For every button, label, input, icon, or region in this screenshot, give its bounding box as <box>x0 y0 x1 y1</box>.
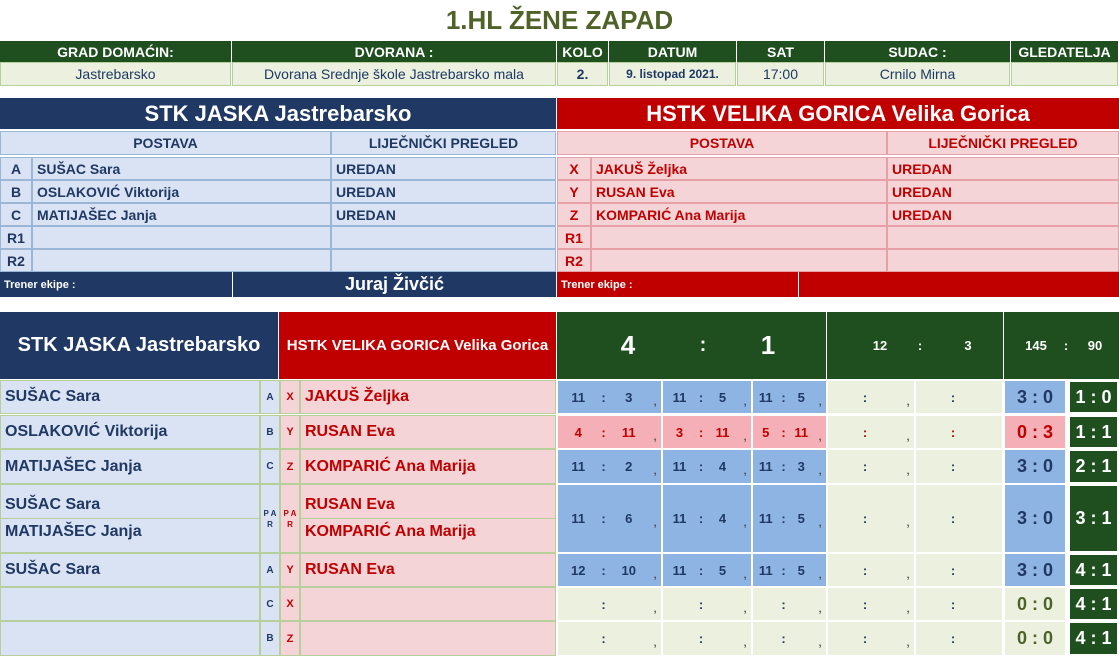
set-home-points <box>917 553 947 587</box>
game-home-player <box>0 621 260 656</box>
game-result: 0 : 0 <box>1004 587 1066 621</box>
game-home-code: C <box>260 449 280 484</box>
set-colon: : <box>950 459 956 474</box>
home-player-code: A <box>0 157 32 180</box>
set-home-points: 11 <box>758 389 773 405</box>
set-home-points <box>917 415 947 449</box>
game-home-code: A <box>260 380 280 414</box>
points-home: 145 <box>1025 338 1047 353</box>
set-colon: : <box>950 389 956 405</box>
set-colon: : <box>950 596 956 612</box>
sets-colon: : <box>917 338 923 353</box>
set-home-points <box>829 415 859 449</box>
home-pregled-header: LIJEČNIČKI PREGLED <box>331 131 556 155</box>
score-away: 1 <box>760 330 776 360</box>
set-home-points: 11 <box>672 389 687 405</box>
header-label: GRAD DOMAĆIN: <box>0 41 231 62</box>
set-home-points: 11 <box>758 562 773 578</box>
game-home-player-2: MATIJAŠEC Janja <box>0 519 260 554</box>
game-away-player: KOMPARIĆ Ana Marija <box>300 449 556 484</box>
set-separator: , <box>743 392 747 408</box>
away-player-name: JAKUŠ Željka <box>591 157 887 180</box>
header-value: 2. <box>557 62 608 86</box>
game-result: 0 : 3 <box>1004 415 1066 449</box>
set-separator: , <box>906 462 910 477</box>
set-separator: , <box>653 599 657 615</box>
set-away-points <box>790 621 814 656</box>
set-home-points: 4 <box>574 424 582 440</box>
game-away-player-2: KOMPARIĆ Ana Marija <box>300 519 556 554</box>
set-separator: , <box>743 427 747 443</box>
game-away-player: JAKUŠ Željka <box>300 380 556 414</box>
set-colon: : <box>950 511 956 526</box>
game-result: 3 : 0 <box>1004 380 1066 414</box>
set-colon: : <box>950 631 956 646</box>
set-away-points: 3 <box>625 389 633 405</box>
set-colon: : <box>781 511 786 526</box>
header-label: SAT <box>737 41 824 62</box>
set-home-points <box>754 587 778 621</box>
set-colon: : <box>698 562 704 578</box>
set-away-points <box>871 587 901 621</box>
away-player-code: Z <box>557 203 591 226</box>
away-player-status: UREDAN <box>887 157 1119 180</box>
set-separator: , <box>653 514 657 529</box>
set-colon: : <box>862 389 868 405</box>
set-home-points <box>829 621 859 656</box>
set-separator: , <box>818 599 822 615</box>
set-separator: , <box>653 462 657 477</box>
set-home-points: 11 <box>571 389 586 405</box>
set-colon: : <box>862 631 868 646</box>
game-home-player: SUŠAC Sara <box>0 484 260 519</box>
set-colon: : <box>862 562 868 578</box>
header-value: Crnilo Mirna <box>825 62 1010 86</box>
set-away-points: 3 <box>797 459 805 474</box>
set-separator: , <box>818 514 822 529</box>
set-separator: , <box>906 514 910 529</box>
home-player-status: UREDAN <box>331 203 556 226</box>
game-away-code: Z <box>280 621 300 656</box>
game-result: 0 : 0 <box>1004 621 1066 656</box>
set-away-points <box>959 484 989 553</box>
home-player-status: UREDAN <box>331 180 556 203</box>
game-home-code: C <box>260 587 280 621</box>
away-player-code: Y <box>557 180 591 203</box>
header-label: KOLO <box>557 41 608 62</box>
set-home-points: 5 <box>762 424 770 440</box>
set-colon: : <box>862 596 868 612</box>
results-away-team: HSTK VELIKA GORICA Velika Gorica <box>279 312 556 379</box>
game-away-player <box>300 621 556 656</box>
set-home-points: 11 <box>571 459 586 474</box>
set-away-points <box>707 587 738 621</box>
away-player-code: R1 <box>557 226 591 249</box>
set-away-points <box>959 587 989 621</box>
game-away-code: Y <box>280 553 300 587</box>
header-label: SUDAC : <box>825 41 1010 62</box>
set-colon: : <box>601 511 606 526</box>
away-player-name: KOMPARIĆ Ana Marija <box>591 203 887 226</box>
set-separator: , <box>653 427 657 443</box>
home-trainer-label: Trener ekipe : <box>0 272 232 297</box>
set-away-points <box>871 484 901 553</box>
set-colon: : <box>698 596 704 612</box>
set-away-points <box>959 553 989 587</box>
away-player-status <box>887 226 1119 249</box>
home-player-name: MATIJAŠEC Janja <box>32 203 331 226</box>
set-away-points <box>871 380 901 414</box>
game-result: 3 : 0 <box>1004 449 1066 484</box>
set-colon: : <box>781 389 786 405</box>
home-player-code: C <box>0 203 32 226</box>
game-away-player <box>300 587 556 621</box>
game-home-code: P A R <box>260 484 280 553</box>
home-player-name <box>32 226 331 249</box>
running-total: 4 : 1 <box>1068 621 1119 656</box>
set-home-points <box>829 380 859 414</box>
away-player-name <box>591 249 887 272</box>
home-player-name: OSLAKOVIĆ Viktorija <box>32 180 331 203</box>
header-value: Dvorana Srednje škole Jastrebarsko mala <box>232 62 556 86</box>
header-value: Jastrebarsko <box>0 62 231 86</box>
home-player-status: UREDAN <box>331 157 556 180</box>
set-home-points <box>754 621 778 656</box>
away-pregled-header: LIJEČNIČKI PREGLED <box>887 131 1119 155</box>
header-value: 9. listopad 2021. <box>609 62 736 86</box>
game-home-code: B <box>260 415 280 449</box>
set-away-points: 10 <box>621 562 636 578</box>
set-colon: : <box>601 459 606 474</box>
set-away-points <box>707 621 738 656</box>
set-colon: : <box>862 424 868 440</box>
home-player-status <box>331 226 556 249</box>
points-colon: : <box>1063 338 1069 353</box>
set-home-points <box>917 484 947 553</box>
set-away-points <box>610 587 649 621</box>
game-home-player: MATIJAŠEC Janja <box>0 449 260 484</box>
set-away-points: 4 <box>718 511 727 526</box>
game-home-player: OSLAKOVIĆ Viktorija <box>0 415 260 449</box>
set-colon: : <box>781 424 786 440</box>
sets-home: 12 <box>872 338 888 353</box>
set-away-points: 11 <box>715 424 730 440</box>
set-separator: , <box>818 427 822 443</box>
away-player-status <box>887 249 1119 272</box>
set-colon: : <box>601 424 606 440</box>
game-away-player: RUSAN Eva <box>300 553 556 587</box>
set-away-points: 11 <box>621 424 636 440</box>
set-colon: : <box>601 562 606 578</box>
game-away-code: X <box>280 587 300 621</box>
set-home-points: 11 <box>672 562 687 578</box>
set-colon: : <box>698 459 704 474</box>
set-colon: : <box>698 631 704 646</box>
set-home-points <box>664 621 695 656</box>
home-player-code: R2 <box>0 249 32 272</box>
set-colon: : <box>950 562 956 578</box>
set-separator: , <box>743 599 747 615</box>
running-total: 3 : 1 <box>1068 484 1119 553</box>
header-value: 17:00 <box>737 62 824 86</box>
running-total: 2 : 1 <box>1068 449 1119 484</box>
running-total: 4 : 1 <box>1068 553 1119 587</box>
away-player-code: X <box>557 157 591 180</box>
set-separator: , <box>906 427 910 443</box>
header-label: DATUM <box>609 41 736 62</box>
set-home-points <box>829 553 859 587</box>
game-away-code: Z <box>280 449 300 484</box>
set-away-points <box>871 415 901 449</box>
set-away-points <box>959 449 989 484</box>
game-away-code: P A R <box>280 484 300 553</box>
set-separator: , <box>906 565 910 581</box>
set-away-points: 5 <box>718 389 727 405</box>
game-home-player <box>0 587 260 621</box>
set-colon: : <box>698 389 704 405</box>
game-away-player: RUSAN Eva <box>300 484 556 519</box>
set-colon: : <box>781 631 786 646</box>
home-trainer-name: Juraj Živčić <box>233 272 556 297</box>
set-separator: , <box>653 392 657 408</box>
set-home-points: 3 <box>675 424 684 440</box>
set-separator: , <box>743 514 747 529</box>
set-colon: : <box>698 424 704 440</box>
set-home-points <box>829 449 859 484</box>
set-home-points: 11 <box>758 459 773 474</box>
away-trainer-label: Trener ekipe : <box>557 272 798 297</box>
game-result: 3 : 0 <box>1004 484 1066 553</box>
set-home-points: 11 <box>571 511 586 526</box>
header-label: DVORANA : <box>232 41 556 62</box>
set-separator: , <box>906 634 910 649</box>
set-separator: , <box>818 462 822 477</box>
set-colon: : <box>601 631 606 646</box>
away-player-status: UREDAN <box>887 203 1119 226</box>
game-away-player: RUSAN Eva <box>300 415 556 449</box>
set-home-points <box>917 380 947 414</box>
game-result: 3 : 0 <box>1004 553 1066 587</box>
game-home-player: SUŠAC Sara <box>0 553 260 587</box>
game-home-code: B <box>260 621 280 656</box>
running-total: 1 : 1 <box>1068 415 1119 449</box>
set-colon: : <box>781 459 786 474</box>
set-separator: , <box>743 634 747 649</box>
set-home-points <box>829 484 859 553</box>
set-away-points <box>959 621 989 656</box>
set-separator: , <box>743 462 747 477</box>
header-label: GLEDATELJA <box>1011 41 1118 62</box>
set-home-points: 12 <box>571 562 586 578</box>
game-away-code: Y <box>280 415 300 449</box>
set-separator: , <box>818 634 822 649</box>
set-colon: : <box>862 511 868 526</box>
running-total: 4 : 1 <box>1068 587 1119 621</box>
set-away-points <box>959 415 989 449</box>
away-player-name <box>591 226 887 249</box>
set-home-points: 11 <box>672 459 687 474</box>
set-away-points: 5 <box>797 511 805 526</box>
set-home-points <box>664 587 695 621</box>
set-colon: : <box>781 596 786 612</box>
home-player-name <box>32 249 331 272</box>
score-colon: : <box>699 334 707 356</box>
set-colon: : <box>601 596 606 612</box>
set-away-points <box>871 553 901 587</box>
set-away-points <box>871 621 901 656</box>
game-home-code: A <box>260 553 280 587</box>
set-away-points <box>790 587 814 621</box>
set-away-points: 11 <box>794 424 809 440</box>
set-home-points <box>917 621 947 656</box>
set-separator: , <box>743 565 747 581</box>
set-separator: , <box>818 565 822 581</box>
set-home-points <box>917 449 947 484</box>
home-player-status <box>331 249 556 272</box>
set-home-points <box>559 621 598 656</box>
set-home-points <box>917 587 947 621</box>
home-player-name: SUŠAC Sara <box>32 157 331 180</box>
sets-away: 3 <box>964 338 972 353</box>
home-team-title: STK JASKA Jastrebarsko <box>0 98 556 129</box>
set-colon: : <box>601 389 606 405</box>
set-separator: , <box>818 392 822 408</box>
set-colon: : <box>950 424 956 440</box>
header-value <box>1011 62 1118 86</box>
set-colon: : <box>698 511 704 526</box>
score-home: 4 <box>620 330 636 360</box>
away-team-title: HSTK VELIKA GORICA Velika Gorica <box>557 98 1119 129</box>
away-player-code: R2 <box>557 249 591 272</box>
running-total: 1 : 0 <box>1068 380 1119 414</box>
away-postava-header: POSTAVA <box>557 131 887 155</box>
set-separator: , <box>906 599 910 615</box>
set-home-points <box>559 587 598 621</box>
set-away-points: 5 <box>797 389 805 405</box>
page-title: 1.HL ŽENE ZAPAD <box>445 4 674 35</box>
set-away-points: 5 <box>718 562 727 578</box>
home-player-code: R1 <box>0 226 32 249</box>
set-separator: , <box>653 634 657 649</box>
set-colon: : <box>781 562 786 578</box>
set-away-points: 2 <box>625 459 633 474</box>
set-away-points: 6 <box>625 511 633 526</box>
set-away-points: 4 <box>718 459 727 474</box>
set-away-points <box>610 621 649 656</box>
set-home-points: 11 <box>758 511 773 526</box>
set-away-points <box>871 449 901 484</box>
set-colon: : <box>862 459 868 474</box>
away-trainer-name <box>799 272 1119 297</box>
away-player-status: UREDAN <box>887 180 1119 203</box>
set-separator: , <box>906 392 910 408</box>
set-separator: , <box>653 565 657 581</box>
set-home-points: 11 <box>672 511 687 526</box>
game-home-player: SUŠAC Sara <box>0 380 260 414</box>
points-away: 90 <box>1087 338 1103 353</box>
set-home-points <box>829 587 859 621</box>
set-away-points <box>959 380 989 414</box>
game-away-code: X <box>280 380 300 414</box>
set-away-points: 5 <box>797 562 805 578</box>
home-player-code: B <box>0 180 32 203</box>
away-player-name: RUSAN Eva <box>591 180 887 203</box>
home-postava-header: POSTAVA <box>0 131 331 155</box>
results-home-team: STK JASKA Jastrebarsko <box>0 312 278 379</box>
